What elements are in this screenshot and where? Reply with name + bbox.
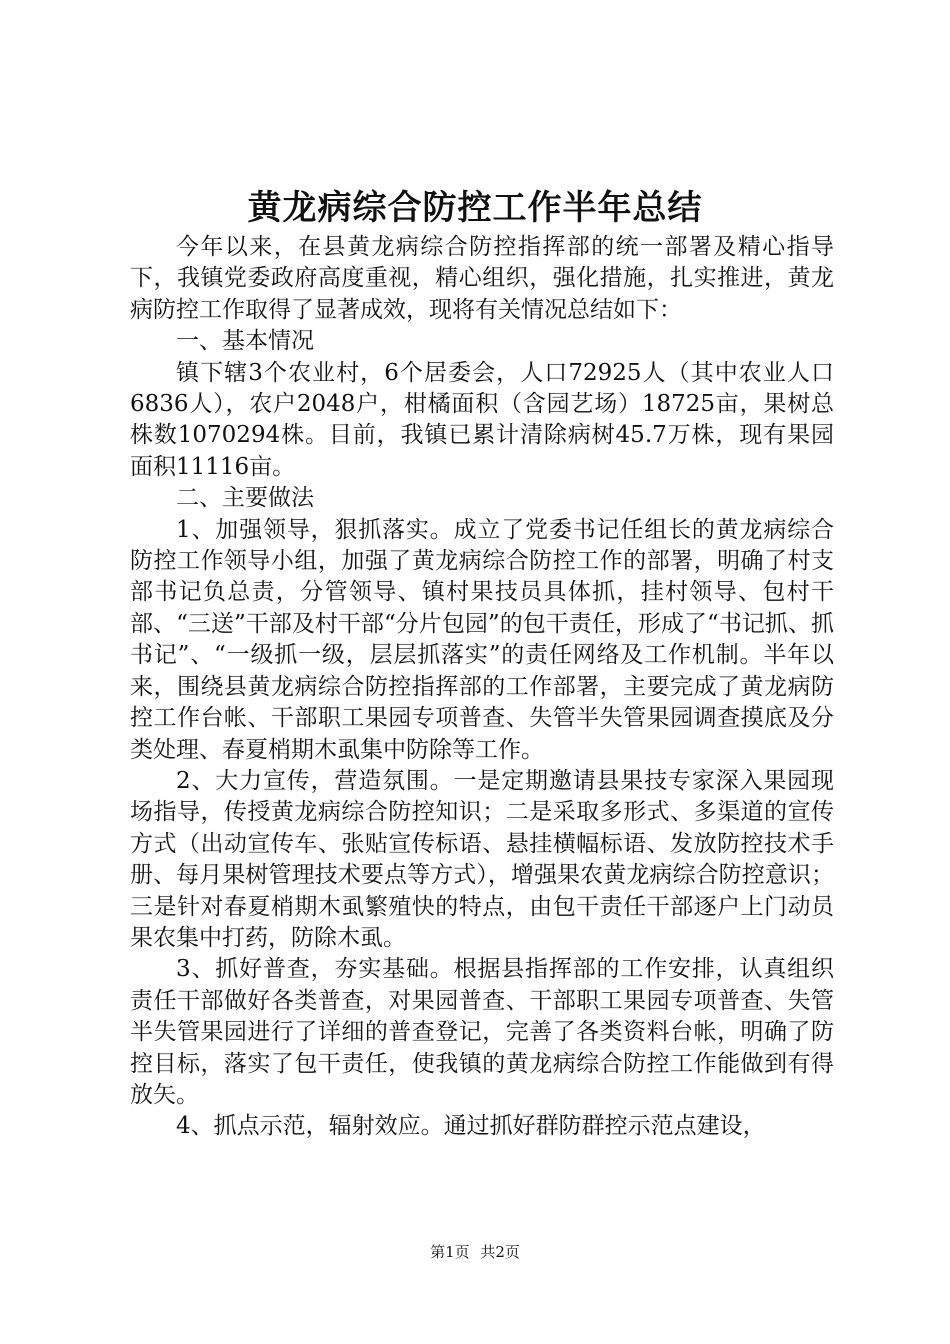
section-heading-basic: 一、基本情况: [176, 328, 314, 355]
paragraph-method-1: 1、加强领导，狠抓落实。成立了党委书记任组长的黄龙病综合防控工作领导小组，加强了黄龙病综合防控工作的部署，明确了村支部书记负总责，分管领导、镇村果技员具体抓，挂村领导、包村干部、“三送”干部及村干部“分片包园”的包干责任，形成了“书记抓、抓书记”、“一级抓一级，层层抓落实”的责任网络及工作机制。半年以来，围绕县黄龙病综合防控指挥部的工作部署，主要完成了黄龙病防控工作台帐、干部职工果园专项普查、失管半失管果园调查摸底及分类处理、春夏梢期木虱集中防除等工作。: [130, 516, 834, 763]
page-number-current: 第1页: [430, 1243, 470, 1261]
section-heading-methods: 二、主要做法: [176, 485, 314, 512]
paragraph-method-2: 2、大力宣传，营造氛围。一是定期邀请县果技专家深入果园现场指导，传授黄龙病综合防控知识；二是采取多形式、多渠道的宣传方式（出动宣传车、张贴宣传标语、悬挂横幅标语、发放防控技术手册、每月果树管理技术要点等方式），增强果农黄龙病综合防控意识；三是针对春夏梢期木虱繁殖快的特点，由包干责任干部逐户上门动员果农集中打药，防除木虱。: [130, 767, 834, 951]
paragraph-basic-info: 镇下辖3个农业村，6个居委会，人口72925人（其中农业人口6836人），农户2048户，柑橘面积（含园艺场）18725亩，果树总株数1070294株。目前，我镇已累计清除病树45.7万株，现有果园面积11116亩。: [130, 359, 834, 480]
paragraph-method-4: 4、抓点示范，辐射效应。通过抓好群防群控示范点建设，: [176, 1113, 766, 1140]
paragraph-intro: 今年以来，在县黄龙病综合防控指挥部的统一部署及精心指导下，我镇党委政府高度重视，精心组织，强化措施，扎实推进，黄龙病防控工作取得了显著成效，现将有关情况总结如下：: [130, 234, 834, 323]
document-body: [130, 232, 834, 1143]
document-title: 黄龙病综合防控工作半年总结: [247, 188, 703, 228]
paragraph-method-3: 3、抓好普查，夯实基础。根据县指挥部的工作安排，认真组织责任干部做好各类普查，对果园普查、干部职工果园专项普查、失管半失管果园进行了详细的普查登记，完善了各类资料台帐，明确了防控目标，落实了包干责任，使我镇的黄龙病综合防控工作能做到有得放矢。: [130, 956, 834, 1108]
page-footer: [0, 1241, 950, 1263]
page-number-total: 共2页: [480, 1243, 520, 1261]
